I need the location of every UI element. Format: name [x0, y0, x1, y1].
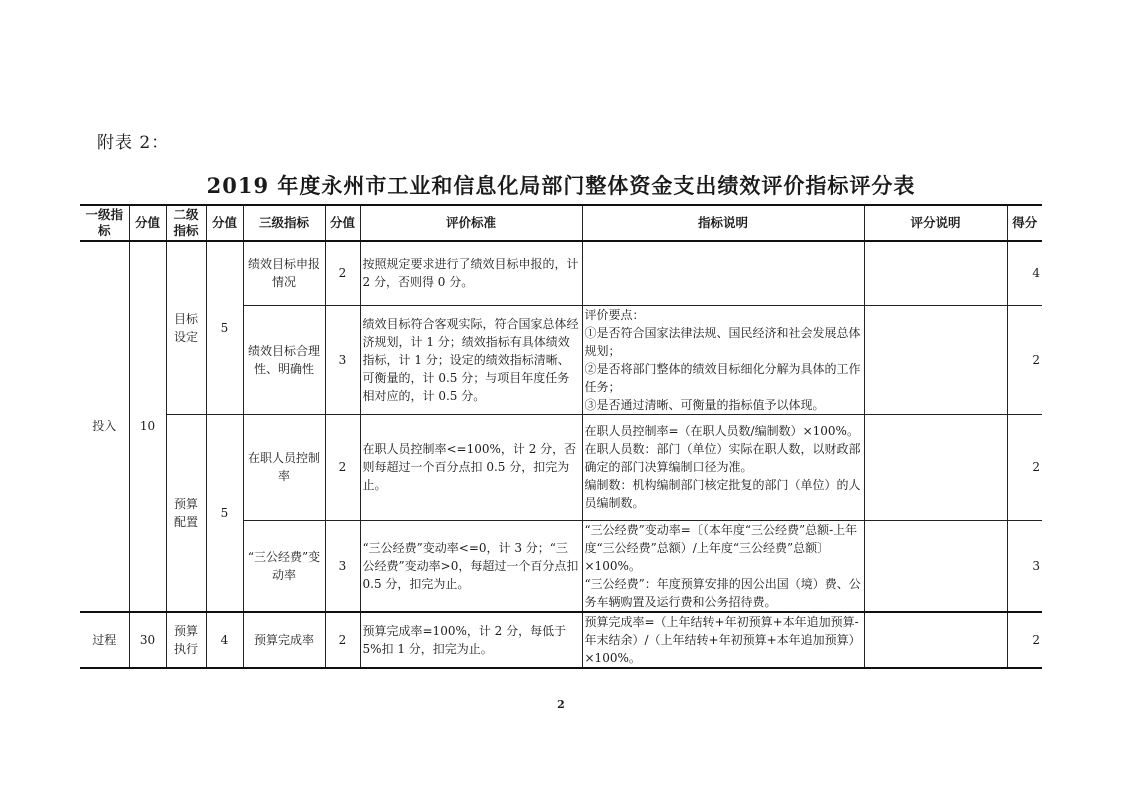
header-l1: 一级指标	[80, 205, 129, 241]
note-cell	[864, 520, 1007, 612]
page-number: 2	[557, 698, 565, 711]
score-cell: 3	[1007, 520, 1042, 612]
l3-cell: “三公经费”变动率	[243, 520, 325, 612]
l2-score-cell: 4	[206, 612, 243, 668]
description-cell	[582, 241, 864, 305]
l1-score-cell: 10	[129, 241, 166, 612]
evaluation-table	[80, 204, 1042, 669]
table-row	[80, 414, 1042, 520]
header-l3-score: 分值	[325, 205, 360, 241]
score-cell: 2	[1007, 414, 1042, 520]
l3-score-cell: 3	[325, 520, 360, 612]
l3-score-cell: 2	[325, 612, 360, 668]
description-cell: 在职人员控制率=（在职人员数/编制数）×100%。 在职人员数：部门（单位）实际在职人数，以财政部确定的部门决算编制口径为准。 编制数：机构编制部门核定批复的部门（单位）的人员编制数。	[582, 414, 864, 520]
criteria-cell: 预算完成率=100%，计 2 分，每低于 5%扣 1 分，扣完为止。	[360, 612, 582, 668]
l2-cell: 目标设定	[166, 241, 206, 414]
criteria-cell: 在职人员控制率<=100%，计 2 分，否则每超过一个百分点扣 0.5 分，扣完为止。	[360, 414, 582, 520]
header-l1-score: 分值	[129, 205, 166, 241]
header-score: 得分	[1007, 205, 1042, 241]
header-l3: 三级指标	[243, 205, 325, 241]
l2-score-cell: 5	[206, 414, 243, 612]
l2-score-cell: 5	[206, 241, 243, 414]
criteria-cell: 按照规定要求进行了绩效目标申报的，计 2 分，否则得 0 分。	[360, 241, 582, 305]
header-l2-score: 分值	[206, 205, 243, 241]
score-cell: 4	[1007, 241, 1042, 305]
header-l2: 二级指标	[166, 205, 206, 241]
score-cell: 2	[1007, 612, 1042, 668]
criteria-cell: 绩效目标符合客观实际，符合国家总体经济规划，计 1 分；绩效指标有具体绩效指标，计 1 分；设定的绩效指标清晰、可衡量的，计 0.5 分；与项目年度任务相对应的，计 0.5 分。	[360, 305, 582, 414]
header-note: 评分说明	[864, 205, 1007, 241]
table-row	[80, 612, 1042, 668]
document-title: 2019 年度永州市工业和信息化局部门整体资金支出绩效评价指标评分表	[206, 173, 916, 198]
note-cell	[864, 305, 1007, 414]
l3-cell: 绩效目标申报情况	[243, 241, 325, 305]
score-cell: 2	[1007, 305, 1042, 414]
l2-cell: 预算配置	[166, 414, 206, 612]
description-cell: “三公经费”变动率=〔（本年度“三公经费”总额-上年度“三公经费”总额）/上年度“三公经费”总额〕×100%。 “三公经费”：年度预算安排的因公出国（境）费、公务车辆购置及运行费和公务招待费。	[582, 520, 864, 612]
l3-cell: 绩效目标合理性、明确性	[243, 305, 325, 414]
note-cell	[864, 241, 1007, 305]
l3-cell: 在职人员控制率	[243, 414, 325, 520]
l3-score-cell: 2	[325, 241, 360, 305]
l3-cell: 预算完成率	[243, 612, 325, 668]
note-cell	[864, 612, 1007, 668]
l3-score-cell: 3	[325, 305, 360, 414]
l1-score-cell: 30	[129, 612, 166, 668]
criteria-cell: “三公经费”变动率<=0，计 3 分；“三公经费”变动率>0，每超过一个百分点扣 0.5 分，扣完为止。	[360, 520, 582, 612]
l2-cell: 预算执行	[166, 612, 206, 668]
description-cell: 评价要点： ①是否符合国家法律法规、国民经济和社会发展总体规划； ②是否将部门整体的绩效目标细化分解为具体的工作任务； ③是否通过清晰、可衡量的指标值予以体现。	[582, 305, 864, 414]
appendix-caption: 附表 2：	[97, 133, 170, 153]
table-row	[80, 241, 1042, 305]
header-criteria: 评价标准	[360, 205, 582, 241]
header-description: 指标说明	[582, 205, 864, 241]
table-header-row	[80, 205, 1042, 241]
l1-cell: 投入	[80, 241, 129, 612]
l3-score-cell: 2	[325, 414, 360, 520]
description-cell: 预算完成率=（上年结转+年初预算+本年追加预算-年末结余）/（上年结转+年初预算+本年追加预算）×100%。	[582, 612, 864, 668]
l1-cell: 过程	[80, 612, 129, 668]
note-cell	[864, 414, 1007, 520]
